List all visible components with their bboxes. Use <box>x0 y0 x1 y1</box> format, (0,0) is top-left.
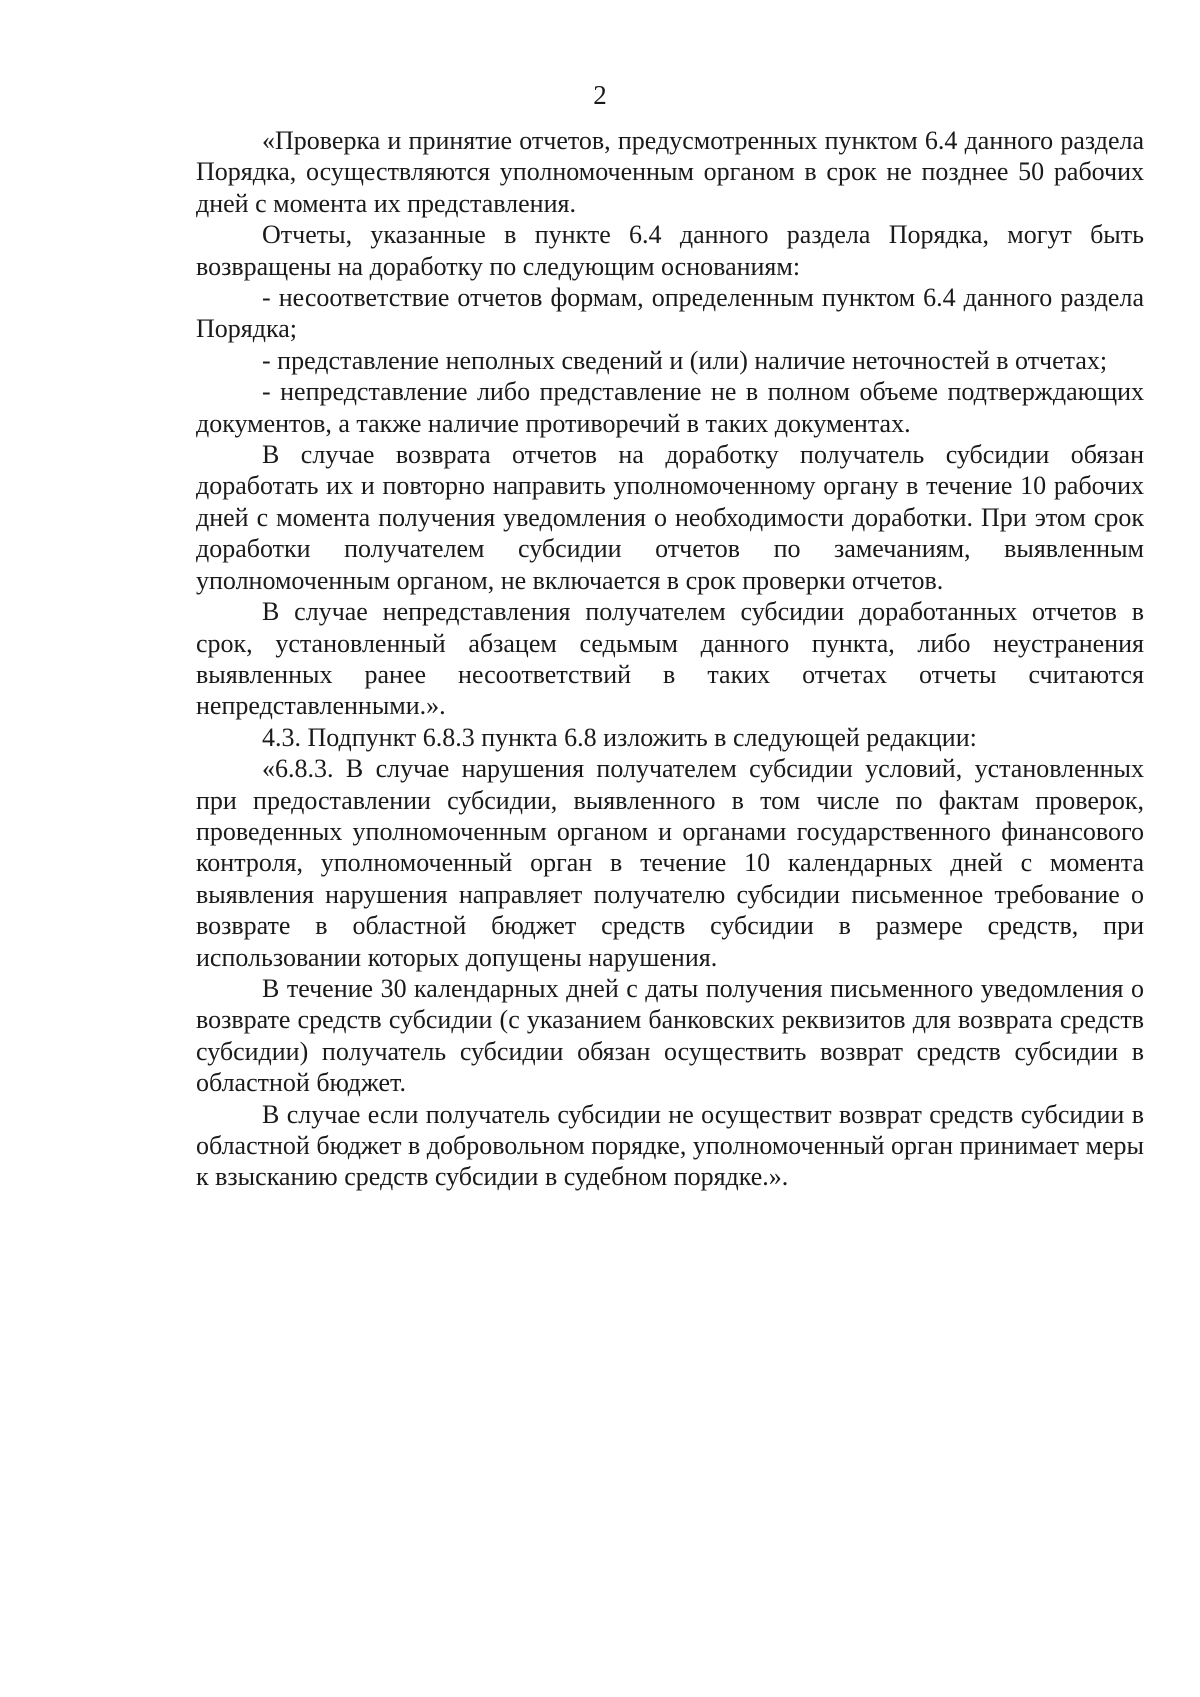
paragraph-report-verification: «Проверка и принятие отчетов, предусмотренных пунктом 6.4 данного раздела Порядка, осуществляются уполномоченным органом в срок не позднее 50 рабочих дней с момента их представления. <box>196 126 1144 218</box>
paragraph-judicial-recovery: В случае если получатель субсидии не осуществит возврат средств субсидии в областной бюджет в добровольном порядке, уполномоченный орган принимает меры к взысканию средств субсидии в судебном порядке.». <box>196 1099 1144 1192</box>
paragraph-refund-term: В течение 30 календарных дней с даты получения письменного уведомления о возврате средств субсидии (с указанием банковских реквизитов для возврата средств субсидии) получатель субсидии обязан осуществить возврат средств субсидии в областной бюджет. <box>196 973 1144 1098</box>
paragraph-non-submission: В случае непредставления получателем субсидии доработанных отчетов в срок, установленный абзацем седьмым данного пункта, либо неустранения выявленных ранее несоответствий в таких отчетах отчеты считаются непредставленными.». <box>196 597 1144 721</box>
paragraph-amendment-4-3: 4.3. Подпункт 6.8.3 пункта 6.8 изложить в следующей редакции: <box>262 722 977 752</box>
paragraph-rework-procedure: В случае возврата отчетов на доработку получатель субсидии обязан доработать их и повторно направить уполномоченному органу в течение 10 рабочих дней с момента получения уведомления о необходимости доработки. При этом срок доработки получателем субсидии отчетов по замечаниям, выявленным уполномоченным органом, не включается в срок проверки отчетов. <box>196 440 1144 595</box>
paragraph-6-8-3-violation: «6.8.3. В случае нарушения получателем субсидии условий, установленных при предоставлении субсидии, выявленного в том числе по фактам проверок, проведенных уполномоченным органом и органами государственного финансового контроля, уполномоченный орган в течение 10 календарных дней с момента выявления нарушения направляет получателю субсидии письменное требование о возврате в областной бюджет средств субсидии в размере средств, при использовании которых допущены нарушения. <box>196 754 1144 972</box>
list-item-form-mismatch: - несоответствие отчетов формам, определенным пунктом 6.4 данного раздела Порядка; <box>196 283 1144 344</box>
page-number: 2 <box>593 80 607 110</box>
list-item-incomplete-info: - представление неполных сведений и (или) наличие неточностей в отчетах; <box>262 345 1108 375</box>
list-item-missing-documents: - непредставление либо представление не в полном объеме подтверждающих документов, а также наличие противоречий в таких документах. <box>196 377 1144 438</box>
document-body <box>196 125 1144 1193</box>
paragraph-return-grounds-intro: Отчеты, указанные в пункте 6.4 данного раздела Порядка, могут быть возвращены на доработку по следующим основаниям: <box>196 220 1144 281</box>
